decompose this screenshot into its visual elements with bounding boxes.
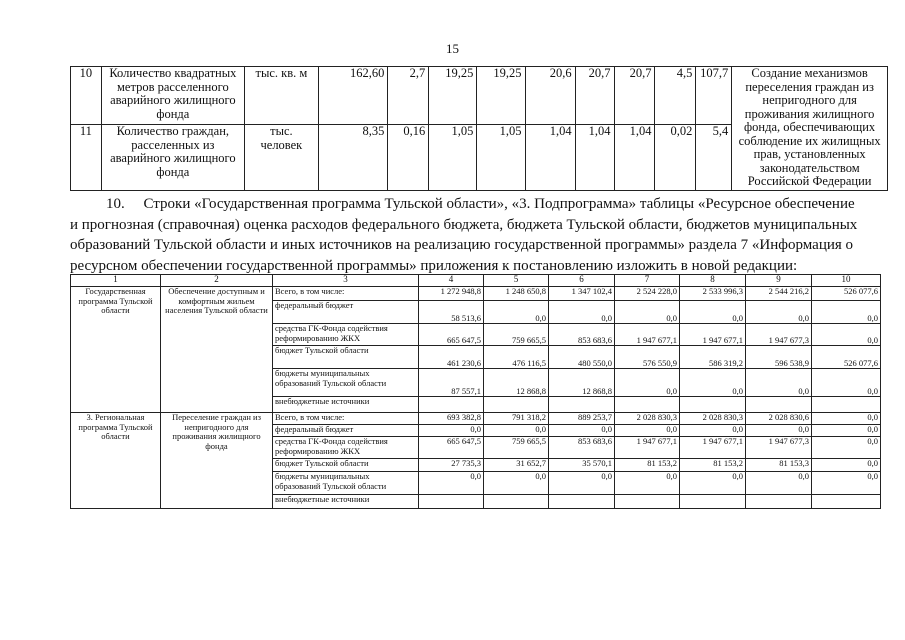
value-cell — [549, 397, 615, 413]
value-cell: 0,0 — [615, 301, 680, 324]
source-label: Всего, в том числе: — [273, 413, 419, 425]
value-cell: 0,0 — [812, 413, 881, 425]
column-header: 9 — [746, 275, 812, 287]
paragraph-line: ресурсном обеспечении государственной программы» приложения к постановлению изложить в новой редакции: — [70, 257, 798, 274]
program-name: 3. Региональная программа Тульской области — [71, 413, 161, 509]
value-cell: 0,0 — [746, 301, 812, 324]
value-cell: 12 868,8 — [484, 369, 549, 397]
value-cell — [812, 495, 881, 509]
value-cell: 0,0 — [484, 472, 549, 495]
value-cell: 0,0 — [680, 425, 746, 437]
column-header: 1 — [71, 275, 161, 287]
value-cell: 0,0 — [549, 472, 615, 495]
expected-result: Создание механизмов переселения граждан из непригодного для проживания жилищного фонда, обеспечивающих соблюдение их жилищных прав, установленных законодательством Российской Федерации — [732, 67, 888, 191]
value-cell: 20,7 — [614, 67, 655, 125]
value-cell: 526 077,6 — [812, 346, 881, 369]
paragraph-line: и прогнозная (справочная) оценка расходов федерального бюджета, бюджета Тульской области, бюджетов муниципальных — [70, 216, 858, 233]
value-cell — [615, 495, 680, 509]
value-cell — [812, 397, 881, 413]
column-header: 5 — [484, 275, 549, 287]
paragraph-number: 10. — [106, 196, 125, 212]
value-cell: 586 319,2 — [680, 346, 746, 369]
value-cell — [680, 495, 746, 509]
value-cell: 0,0 — [812, 459, 881, 472]
column-header: 10 — [812, 275, 881, 287]
source-label: федеральный бюджет — [273, 301, 419, 324]
value-cell: 4,5 — [655, 67, 696, 125]
value-cell: 0,0 — [812, 425, 881, 437]
value-cell: 0,0 — [746, 369, 812, 397]
value-cell: 889 253,7 — [549, 413, 615, 425]
source-label: средства ГК-Фонда содействия реформированию ЖКХ — [273, 324, 419, 346]
value-cell: 853 683,6 — [549, 324, 615, 346]
value-cell — [484, 397, 549, 413]
value-cell: 20,7 — [575, 67, 614, 125]
value-cell: 693 382,8 — [419, 413, 484, 425]
source-label: бюджет Тульской области — [273, 459, 419, 472]
program-title: Обеспечение доступным и комфортным жильем населения Тульской области — [161, 287, 273, 413]
value-cell: 2 028 830,3 — [680, 413, 746, 425]
value-cell: 526 077,6 — [812, 287, 881, 301]
table-row — [71, 287, 881, 301]
source-label: бюджеты муниципальных образований Тульской области — [273, 472, 419, 495]
page-number: 15 — [446, 41, 459, 56]
value-cell: 0,0 — [680, 369, 746, 397]
value-cell: 596 538,9 — [746, 346, 812, 369]
value-cell: 1,05 — [429, 125, 477, 191]
source-label: федеральный бюджет — [273, 425, 419, 437]
value-cell: 1 947 677,1 — [680, 437, 746, 459]
value-cell: 58 513,6 — [419, 301, 484, 324]
value-cell: 0,0 — [549, 425, 615, 437]
value-cell: 0,0 — [812, 472, 881, 495]
value-cell: 81 153,3 — [746, 459, 812, 472]
value-cell — [746, 495, 812, 509]
unit-cell: тыс. кв. м — [245, 67, 319, 125]
value-cell: 5,4 — [696, 125, 732, 191]
value-cell: 0,0 — [419, 472, 484, 495]
value-cell — [484, 495, 549, 509]
column-header: 2 — [161, 275, 273, 287]
table-row — [71, 413, 881, 425]
value-cell — [419, 495, 484, 509]
source-label: Всего, в том числе: — [273, 287, 419, 301]
value-cell: 476 116,5 — [484, 346, 549, 369]
value-cell: 20,6 — [525, 67, 575, 125]
paragraph-line: образований Тульской области и иных источников на реализацию государственной программы» раздела 7 «Информация о — [70, 237, 854, 253]
value-cell: 0,0 — [812, 301, 881, 324]
value-cell: 81 153,2 — [680, 459, 746, 472]
value-cell: 576 550,9 — [615, 346, 680, 369]
value-cell: 0,0 — [484, 425, 549, 437]
program-name: Государственная программа Тульской области — [71, 287, 161, 413]
value-cell: 1 947 677,1 — [615, 324, 680, 346]
value-cell: 0,0 — [484, 301, 549, 324]
value-cell: 759 665,5 — [484, 324, 549, 346]
value-cell: 853 683,6 — [549, 437, 615, 459]
source-label: бюджет Тульской области — [273, 346, 419, 369]
value-cell: 0,0 — [549, 301, 615, 324]
table-row — [71, 67, 888, 125]
value-cell: 2 028 830,3 — [615, 413, 680, 425]
column-header: 3 — [273, 275, 419, 287]
value-cell: 2 524 228,0 — [615, 287, 680, 301]
column-header: 8 — [680, 275, 746, 287]
value-cell: 8,35 — [318, 125, 388, 191]
value-cell — [746, 397, 812, 413]
row-number: 11 — [71, 125, 102, 191]
value-cell: 759 665,5 — [484, 437, 549, 459]
value-cell: 0,0 — [615, 472, 680, 495]
value-cell: 665 647,5 — [419, 324, 484, 346]
column-header: 7 — [615, 275, 680, 287]
value-cell: 107,7 — [696, 67, 732, 125]
value-cell: 12 868,8 — [549, 369, 615, 397]
value-cell: 19,25 — [429, 67, 477, 125]
indicator-name: Количество граждан, расселенных из аварийного жилищного фонда — [101, 125, 244, 191]
indicators-table — [70, 66, 888, 191]
value-cell: 0,0 — [680, 472, 746, 495]
value-cell: 0,02 — [655, 125, 696, 191]
value-cell: 19,25 — [477, 67, 525, 125]
value-cell: 35 570,1 — [549, 459, 615, 472]
value-cell — [615, 397, 680, 413]
indicator-name: Количество квадратных метров расселенного аварийного жилищного фонда — [101, 67, 244, 125]
table-header-row — [71, 275, 881, 287]
value-cell: 0,0 — [746, 472, 812, 495]
value-cell: 81 153,2 — [615, 459, 680, 472]
source-label: внебюджетные источники — [273, 397, 419, 413]
value-cell: 791 318,2 — [484, 413, 549, 425]
column-header: 4 — [419, 275, 484, 287]
value-cell: 2 544 216,2 — [746, 287, 812, 301]
column-header: 6 — [549, 275, 615, 287]
value-cell: 665 647,5 — [419, 437, 484, 459]
value-cell: 162,60 — [318, 67, 388, 125]
value-cell: 0,0 — [615, 425, 680, 437]
value-cell: 87 557,1 — [419, 369, 484, 397]
value-cell: 1 947 677,1 — [680, 324, 746, 346]
value-cell: 0,0 — [419, 425, 484, 437]
value-cell: 1 947 677,1 — [615, 437, 680, 459]
value-cell: 1,04 — [525, 125, 575, 191]
value-cell: 1 947 677,3 — [746, 324, 812, 346]
amendment-paragraph — [70, 194, 892, 276]
source-label: средства ГК-Фонда содействия реформированию ЖКХ — [273, 437, 419, 459]
value-cell: 480 550,0 — [549, 346, 615, 369]
value-cell: 461 230,6 — [419, 346, 484, 369]
program-title: Переселение граждан из непригодного для проживания жилищного фонда — [161, 413, 273, 509]
value-cell — [419, 397, 484, 413]
source-label: внебюджетные источники — [273, 495, 419, 509]
value-cell: 0,0 — [812, 369, 881, 397]
value-cell: 27 735,3 — [419, 459, 484, 472]
value-cell: 0,0 — [746, 425, 812, 437]
value-cell: 1 272 948,8 — [419, 287, 484, 301]
value-cell: 1,04 — [614, 125, 655, 191]
value-cell: 2 028 830,6 — [746, 413, 812, 425]
source-label: бюджеты муниципальных образований Тульской области — [273, 369, 419, 397]
unit-cell: тыс. человек — [245, 125, 319, 191]
value-cell — [549, 495, 615, 509]
value-cell: 1 347 102,4 — [549, 287, 615, 301]
value-cell: 2 533 996,3 — [680, 287, 746, 301]
value-cell: 0,0 — [615, 369, 680, 397]
value-cell: 1,05 — [477, 125, 525, 191]
value-cell: 0,0 — [812, 437, 881, 459]
value-cell: 0,0 — [812, 324, 881, 346]
value-cell: 0,0 — [680, 301, 746, 324]
paragraph-line: 10. Строки «Государственная программа Тульской области», «3. Подпрограмма» таблицы «Ресурсное обеспечение — [106, 196, 855, 212]
value-cell: 0,16 — [388, 125, 429, 191]
resource-table — [70, 274, 881, 509]
value-cell: 1 947 677,3 — [746, 437, 812, 459]
value-cell: 1 248 650,8 — [484, 287, 549, 301]
value-cell — [680, 397, 746, 413]
value-cell: 1,04 — [575, 125, 614, 191]
value-cell: 31 652,7 — [484, 459, 549, 472]
row-number: 10 — [71, 67, 102, 125]
value-cell: 2,7 — [388, 67, 429, 125]
